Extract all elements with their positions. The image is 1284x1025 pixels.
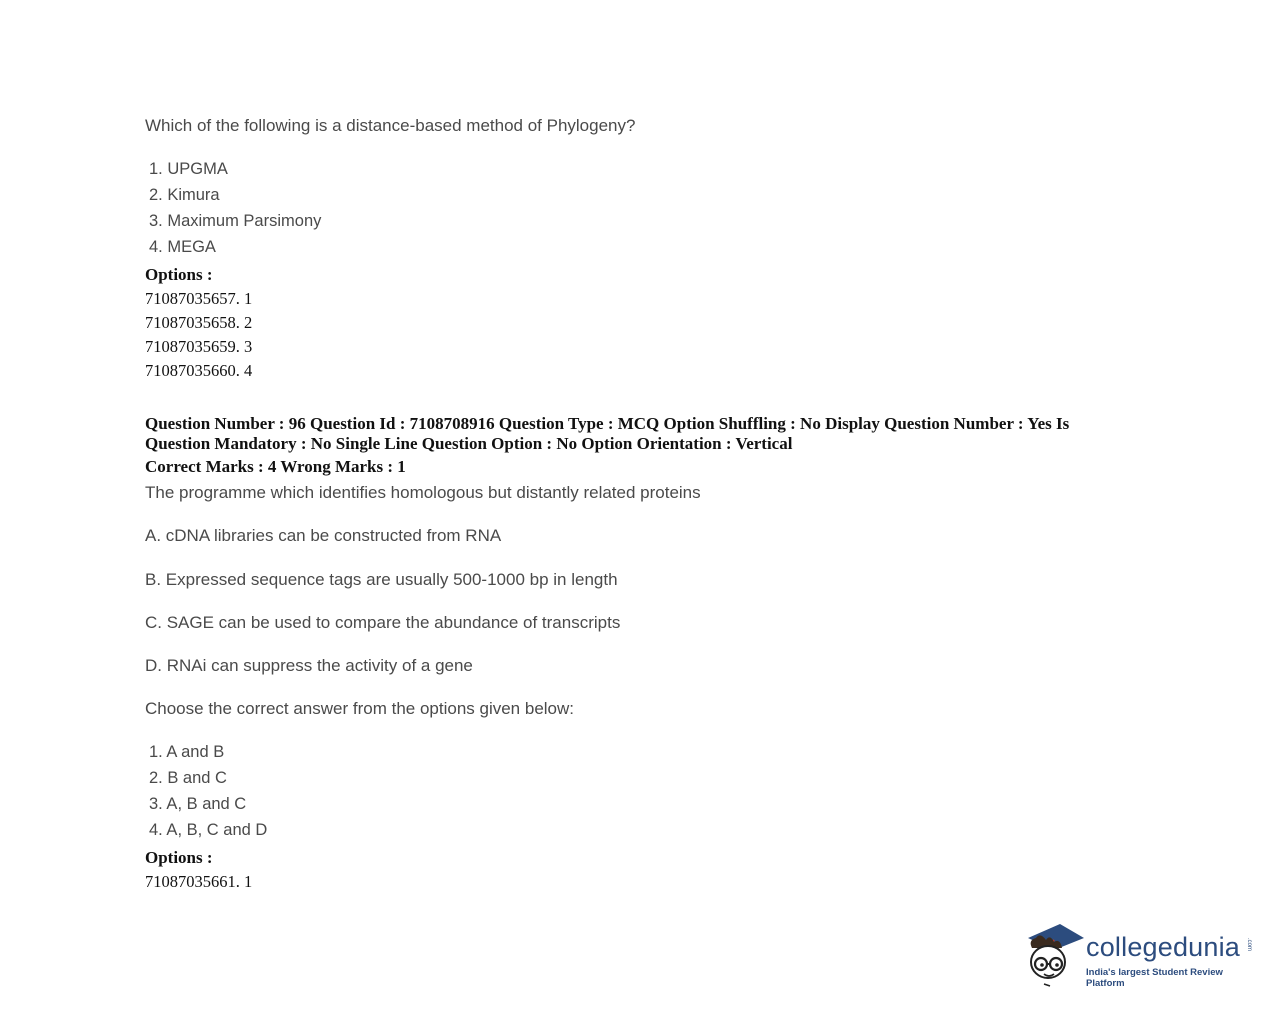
question-text: The programme which identifies homologous but distantly related proteins <box>145 483 701 502</box>
option-id: 71087035661. 1 <box>145 872 253 891</box>
option-id: 71087035659. 3 <box>145 337 253 356</box>
statement-item: A. cDNA libraries can be constructed from RNA <box>145 526 502 545</box>
choice-item: 1. A and B <box>149 743 225 761</box>
choice-item: 4. A, B, C and D <box>149 821 268 839</box>
instruction-text: Choose the correct answer from the options given below: <box>145 699 575 718</box>
statement-item: D. RNAi can suppress the activity of a gene <box>145 656 473 675</box>
choice-item: 3. A, B and C <box>149 795 247 813</box>
collegedunia-logo <box>1024 918 1264 993</box>
choice-item: 2. Kimura <box>149 186 220 204</box>
option-id: 71087035657. 1 <box>145 289 253 308</box>
graduate-mascot-icon <box>1024 918 1086 993</box>
marks-line: Correct Marks : 4 Wrong Marks : 1 <box>145 457 406 476</box>
question-meta-line: Question Mandatory : No Single Line Question Option : No Option Orientation : Vertical <box>145 434 793 453</box>
logo-tagline: India's largest Student Review Platform <box>1086 967 1223 989</box>
option-id: 71087035658. 2 <box>145 313 253 332</box>
option-id: 71087035660. 4 <box>145 361 253 380</box>
statement-item: B. Expressed sequence tags are usually 500-1000 bp in length <box>145 570 618 589</box>
choice-item: 1. UPGMA <box>149 160 228 178</box>
choice-item: 3. Maximum Parsimony <box>149 212 322 230</box>
logo-wordmark: collegedunia <box>1086 932 1241 962</box>
statement-item: C. SAGE can be used to compare the abundance of transcripts <box>145 613 621 632</box>
choice-item: 4. MEGA <box>149 238 216 256</box>
question-text: Which of the following is a distance-based method of Phylogeny? <box>145 116 636 135</box>
question-meta-line: Question Number : 96 Question Id : 7108708916 Question Type : MCQ Option Shuffling : No Display Question Number : Yes Is <box>145 414 1070 433</box>
options-label: Options : <box>145 265 213 284</box>
logo-domain: .com <box>1246 938 1252 952</box>
options-label: Options : <box>145 848 213 867</box>
choice-item: 2. B and C <box>149 769 227 787</box>
